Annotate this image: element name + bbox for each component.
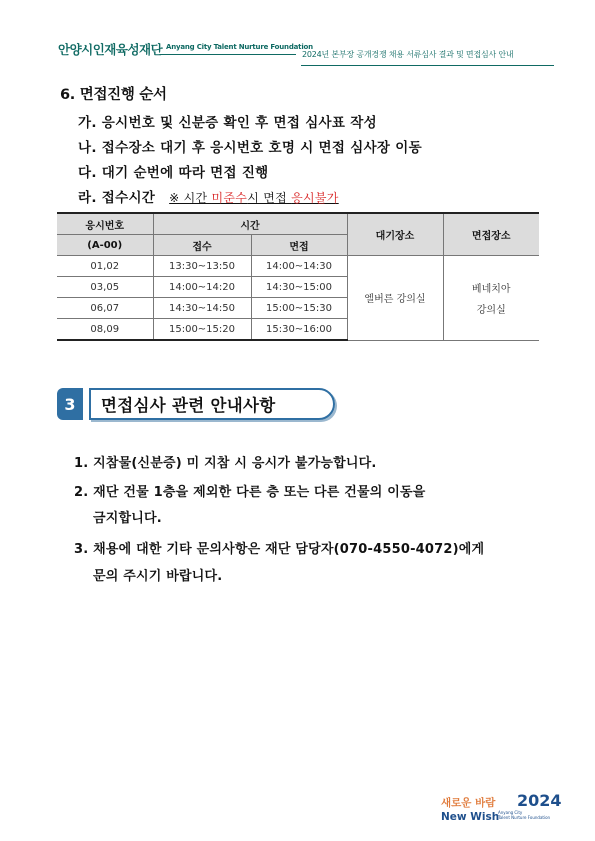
page-header (0, 0, 595, 66)
cell-waiting-place: 엘버른 강의실 (347, 256, 443, 341)
cell-interview: 15:00~15:30 (251, 298, 347, 319)
cell-interview: 15:30~16:00 (251, 319, 347, 341)
step-d-label: 라. 접수시간 (78, 190, 156, 206)
slogan-english: New Wish (441, 811, 500, 823)
step-b: 나. 접수장소 대기 후 응시번호 호명 시 면접 심사장 이동 (78, 140, 422, 156)
step-c: 다. 대기 순번에 따라 면접 진행 (78, 165, 269, 181)
section-6-title: 6. 면접진행 순서 (60, 87, 167, 103)
note-red-2: 응시불가 (291, 191, 339, 205)
note-prefix: ※ 시간 (169, 191, 212, 205)
interview-place-line-2: 강의실 (476, 304, 506, 316)
interview-place-line-1: 베네치아 (471, 283, 511, 295)
logo-english: Anyang City Talent Nurture Foundation (166, 43, 313, 51)
th-exam-no: 응시번호 (57, 213, 153, 235)
slogan-small-1: Anyang City (498, 810, 523, 815)
slogan-korean: 새로운 바람 (441, 797, 496, 809)
cell-interview-place (443, 256, 539, 341)
th-place: 면접장소 (443, 213, 539, 256)
footer-slogan-logo (441, 791, 562, 827)
th-exam-no-sub: (A-00) (57, 235, 153, 256)
time-warning-note (169, 191, 339, 205)
th-time: 시간 (153, 213, 347, 235)
notice-item-3-cont: 문의 주시기 바랍니다. (93, 569, 223, 584)
section-3-title: 면접심사 관련 안내사항 (89, 388, 335, 420)
notice-item-2-cont: 금지합니다. (93, 511, 162, 526)
foundation-logo (58, 40, 162, 58)
header-rule-bottom (301, 65, 554, 66)
cell-reception: 15:00~15:20 (153, 319, 251, 341)
step-a: 가. 응시번호 및 신분증 확인 후 면접 심사표 작성 (78, 115, 377, 131)
cell-reception: 13:30~13:50 (153, 256, 251, 277)
slogan-small-2: Talent Nurture Foundation (498, 815, 551, 820)
th-waiting: 대기장소 (347, 213, 443, 256)
cell-exam-no: 06,07 (57, 298, 153, 319)
cell-interview: 14:30~15:00 (251, 277, 347, 298)
note-mid: 시 면접 (247, 191, 292, 205)
cell-interview: 14:00~14:30 (251, 256, 347, 277)
logo-city: 안양시 (58, 42, 93, 57)
note-red-1: 미준수 (211, 191, 248, 205)
cell-exam-no: 08,09 (57, 319, 153, 341)
header-rule (160, 54, 296, 55)
table-row (57, 256, 539, 277)
slogan-year: 2024 (517, 791, 562, 810)
notice-item-1: 1. 지참물(신분증) 미 지참 시 응시가 불가능합니다. (74, 456, 377, 471)
logo-foundation: 인재육성재단 (92, 42, 163, 57)
th-reception: 접수 (153, 235, 251, 256)
th-interview: 면접 (251, 235, 347, 256)
notice-item-3: 3. 채용에 대한 기타 문의사항은 재단 담당자(070-4550-4072)에게 (74, 542, 485, 557)
cell-exam-no: 01,02 (57, 256, 153, 277)
section-3-heading (57, 388, 327, 420)
cell-exam-no: 03,05 (57, 277, 153, 298)
slogan-foundation-small (498, 810, 550, 820)
document-title: 2024년 본부장 공개경쟁 채용 서류심사 결과 및 면접심사 안내 (302, 50, 514, 59)
cell-reception: 14:00~14:20 (153, 277, 251, 298)
interview-schedule-table (57, 212, 539, 341)
cell-reception: 14:30~14:50 (153, 298, 251, 319)
step-d (78, 186, 339, 206)
section-number-badge: 3 (57, 388, 83, 420)
notice-item-2: 2. 재단 건물 1층을 제외한 다른 층 또는 다른 건물의 이동을 (74, 485, 426, 500)
